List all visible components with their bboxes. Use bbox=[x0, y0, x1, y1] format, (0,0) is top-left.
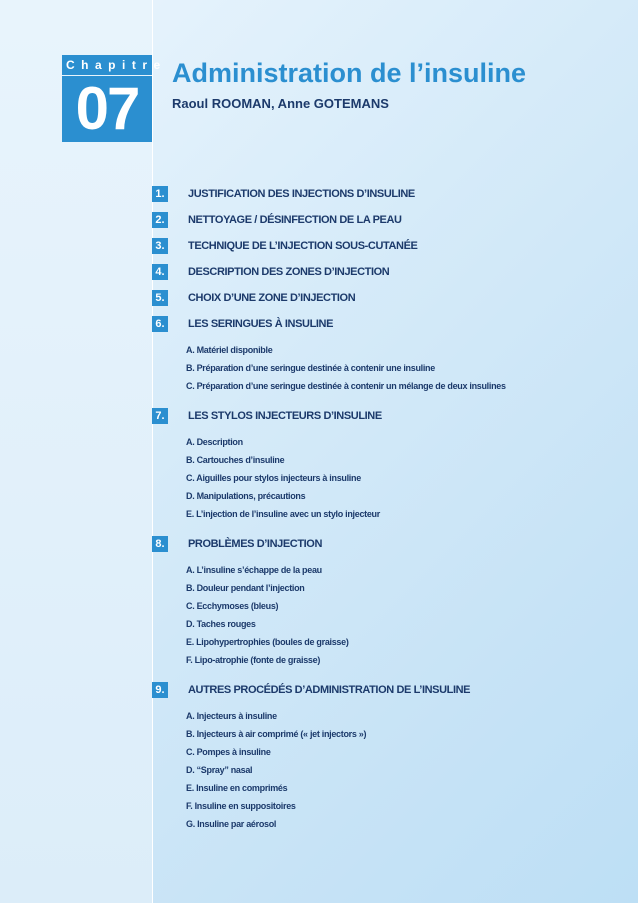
subsection-item: A. Matériel disponible bbox=[186, 345, 273, 355]
section-number-badge: 9. bbox=[152, 682, 168, 698]
subsection-item: D. “Spray” nasal bbox=[186, 765, 253, 775]
section-title: DESCRIPTION DES ZONES D’INJECTION bbox=[188, 266, 390, 278]
section-number-badge: 6. bbox=[152, 316, 168, 332]
subsection-item: D. Taches rouges bbox=[186, 619, 256, 629]
toc-section bbox=[152, 315, 622, 333]
section-title: LES STYLOS INJECTEURS D’INSULINE bbox=[188, 410, 382, 422]
chapter-title: Administration de l’insuline bbox=[172, 58, 527, 88]
subsection-item: F. Lipo-atrophie (fonte de graisse) bbox=[186, 655, 321, 665]
section-title: PROBLÈMES D’INJECTION bbox=[188, 538, 323, 550]
subsection-item: B. Douleur pendant l’injection bbox=[186, 583, 305, 593]
subsection-item: A. L’insuline s’échappe de la peau bbox=[186, 565, 322, 575]
toc-section bbox=[152, 535, 622, 553]
subsection-list bbox=[186, 707, 622, 833]
subsection-item: D. Manipulations, précautions bbox=[186, 491, 306, 501]
subsection-item: G. Insuline par aérosol bbox=[186, 819, 277, 829]
subsection-item: C. Pompes à insuline bbox=[186, 747, 271, 757]
chapter-label: Chapitre bbox=[62, 55, 152, 75]
section-title: CHOIX D’UNE ZONE D’INJECTION bbox=[188, 292, 356, 304]
subsection-item: A. Injecteurs à insuline bbox=[186, 711, 277, 721]
subsection-item: C. Préparation d’une seringue destinée à contenir un mélange de deux insulines bbox=[186, 381, 506, 391]
chapter-number: 07 bbox=[62, 76, 152, 142]
table-of-contents bbox=[152, 185, 622, 845]
subsection-item: B. Préparation d’une seringue destinée à contenir une insuline bbox=[186, 363, 435, 373]
subsection-list bbox=[186, 561, 622, 669]
subsection-item: B. Cartouches d’insuline bbox=[186, 455, 285, 465]
toc-section bbox=[152, 211, 622, 229]
subsection-item: E. L’injection de l’insuline avec un stylo injecteur bbox=[186, 509, 380, 519]
subsection-item: B. Injecteurs à air comprimé (« jet injectors ») bbox=[186, 729, 367, 739]
subsection-item: A. Description bbox=[186, 437, 243, 447]
section-number-badge: 2. bbox=[152, 212, 168, 228]
subsection-list bbox=[186, 433, 622, 523]
subsection-item: E. Lipohypertrophies (boules de graisse) bbox=[186, 637, 349, 647]
toc-section bbox=[152, 263, 622, 281]
section-number-badge: 4. bbox=[152, 264, 168, 280]
subsection-list bbox=[186, 341, 622, 395]
toc-section bbox=[152, 681, 622, 699]
section-number-badge: 5. bbox=[152, 290, 168, 306]
section-title: JUSTIFICATION DES INJECTIONS D’INSULINE bbox=[188, 188, 415, 200]
section-number-badge: 1. bbox=[152, 186, 168, 202]
toc-section bbox=[152, 185, 622, 203]
subsection-item: C. Aiguilles pour stylos injecteurs à insuline bbox=[186, 473, 361, 483]
section-number-badge: 8. bbox=[152, 536, 168, 552]
toc-section bbox=[152, 289, 622, 307]
subsection-item: F. Insuline en suppositoires bbox=[186, 801, 296, 811]
subsection-item: E. Insuline en comprimés bbox=[186, 783, 288, 793]
section-title: AUTRES PROCÉDÉS D’ADMINISTRATION DE L’INSULINE bbox=[188, 684, 471, 696]
section-number-badge: 7. bbox=[152, 408, 168, 424]
chapter-authors: Raoul ROOMAN, Anne GOTEMANS bbox=[172, 96, 389, 111]
subsection-item: C. Ecchymoses (bleus) bbox=[186, 601, 279, 611]
toc-section bbox=[152, 407, 622, 425]
section-title: NETTOYAGE / DÉSINFECTION DE LA PEAU bbox=[188, 214, 402, 226]
section-title: TECHNIQUE DE L’INJECTION SOUS-CUTANÉE bbox=[188, 240, 418, 252]
toc-section bbox=[152, 237, 622, 255]
section-number-badge: 3. bbox=[152, 238, 168, 254]
section-title: LES SERINGUES À INSULINE bbox=[188, 318, 334, 330]
